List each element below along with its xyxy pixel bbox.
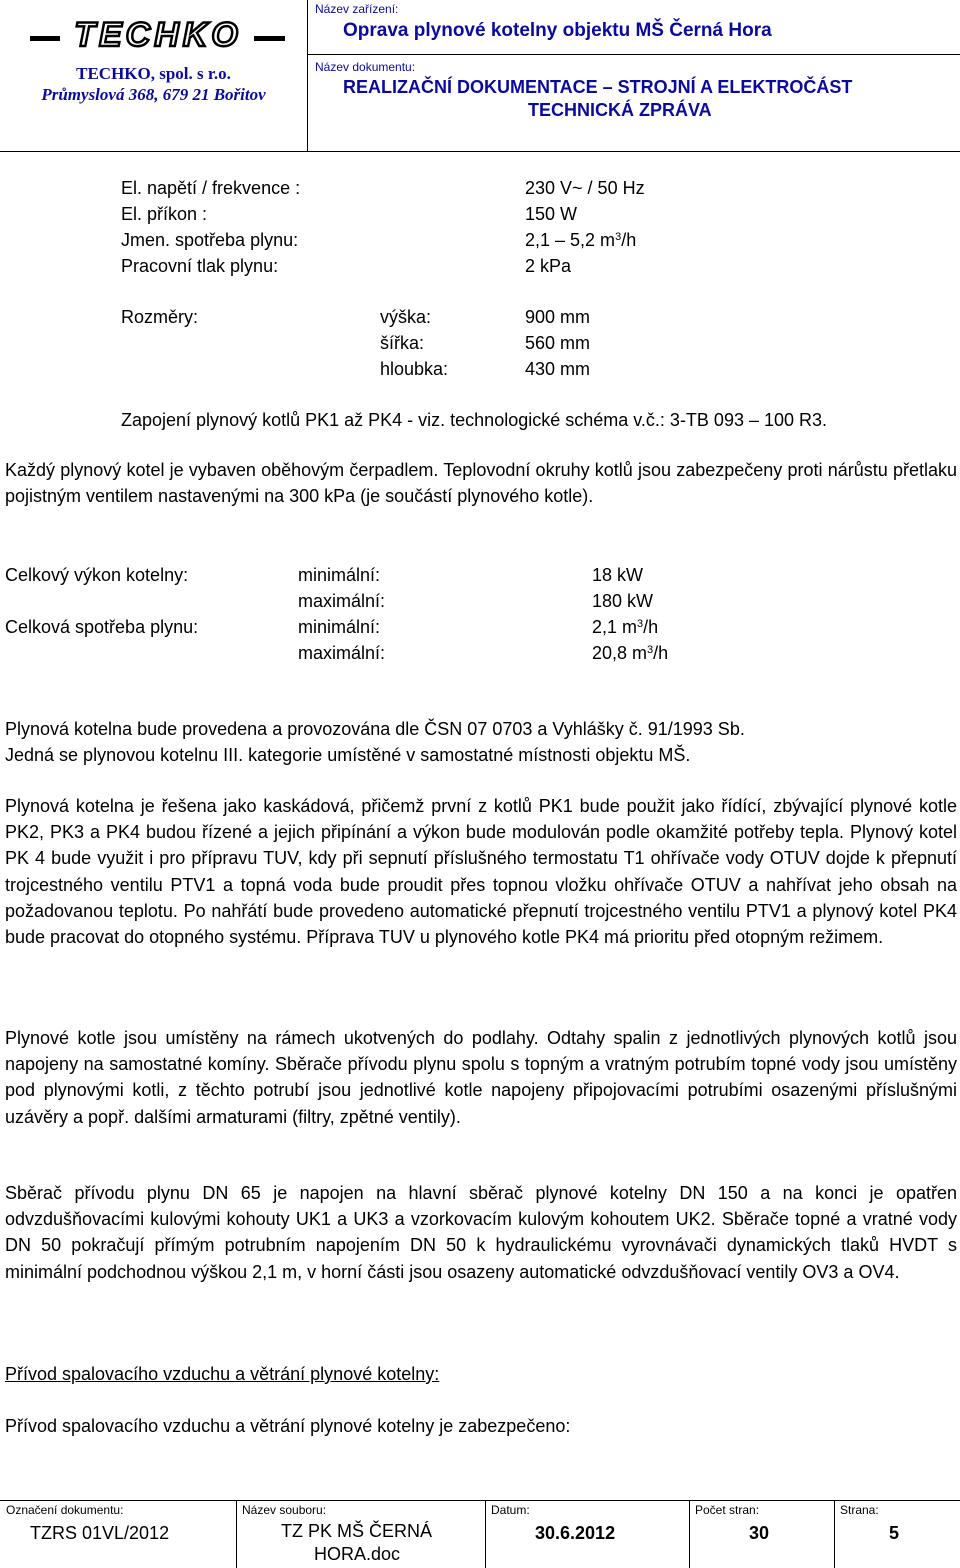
footer-pages-cell	[689, 1501, 835, 1568]
collector-paragraph: Sběrač přívodu plynu DN 65 je napojen na hlavní sběrač plynové kotelny DN 150 a na konci je opatřen odvzdušňovacími kulovými kohouty UK1 a UK3 a vzorkovacím kulovým kohoutem UK2. Sběrače topné a vratné vody DN 50 pokračují přímým potrubním napojením DN 50 k hydraulickému vyrovnávači dynamických tlaků HVDT s minimální podchodnou výškou 2,1 m, v horní části jsou osazeny automatické odvzdušňovací ventily OV3 a OV4.	[5, 1183, 957, 1282]
header-divider	[308, 54, 960, 55]
connection-note: Zapojení plynový kotlů PK1 až PK4 - viz. technologické schéma v.č.: 3-TB 093 – 100 R3.	[121, 410, 828, 430]
footer-file-value-1: TZ PK MŠ ČERNÁ	[281, 1521, 433, 1541]
facility-label: Název zařízení:	[315, 2, 399, 16]
total-consumption-label: Celková spotřeba plynu:	[5, 617, 199, 637]
document-header	[0, 0, 960, 152]
power-label: El. příkon :	[121, 204, 208, 224]
facility-value: Oprava plynové kotelny objektu MŠ Černá Hora	[343, 20, 772, 41]
pressure-value: 2 kPa	[525, 256, 572, 276]
company-block	[0, 0, 308, 151]
footer-pages-label: Počet stran:	[695, 1503, 760, 1517]
svg-text:TECHKO: TECHKO	[74, 16, 242, 52]
footer-page-cell	[834, 1501, 960, 1568]
cascade-paragraph: Plynová kotelna je řešena jako kaskádová, přičemž první z kotlů PK1 bude použit jako řídící, zbývající plynové kotle PK2, PK3 a PK4 budou řízené a jejich připínání a výkon bude modulován podle okamžité potřeby tepla. Plynový kotel PK 4 bude využit i pro přípravu TUV, kdy při sepnutí příslušného termostatu T1 ohřívače vody OTUV dojde k přepnutí trojcestného ventilu PTV1 a topná voda bude proudit přes topnou vložku ohřívače OTUV a nahřívat jeho obsah na požadovanou teplotu. Po nahřátí bude provedeno automatické přepnutí trojcestného ventilu PTV1 a plynový kotel PK4 bude pracovat do otopného systému. Příprava TUV u plynového kotle PK4 má prioritu před otopným režimem.	[5, 796, 957, 948]
company-name: TECHKO, spol. s r.o.	[76, 64, 231, 83]
footer-file-value-2: HORA.doc	[314, 1544, 401, 1564]
placement-paragraph: Plynové kotle jsou umístěny na rámech ukotvených do podlahy. Odtahy spalin z jednotlivých plynových kotlů jsou napojeny na samostatné komíny. Sběrače přívodu plynu spolu s topným a vratným potrubím topné vody jsou umístěny pod plynovými kotli, z těchto potrubí jsou jednotlivé kotle napojeny připojovacími potrubími osazenými příslušnými uzávěry a popř. dalšími armaturami (filtry, zpětné ventily).	[5, 1028, 957, 1127]
techko-logo	[30, 16, 285, 52]
voltage-value: 230 V~ / 50 Hz	[525, 178, 645, 198]
footer-file-label: Název souboru:	[242, 1503, 327, 1517]
footer-date-value: 30.6.2012	[535, 1523, 616, 1543]
width-label: šířka:	[380, 333, 425, 353]
document-value-line1: REALIZAČNÍ DOKUMENTACE – STROJNÍ A ELEKTROČÁST	[343, 77, 853, 97]
category-line-1: Plynová kotelna bude provedena a provozována dle ČSN 07 0703 a Vyhlášky č. 91/1993 Sb.	[5, 719, 745, 739]
total-output-label: Celkový výkon kotelny:	[5, 565, 189, 585]
total-output-min-label: minimální:	[298, 565, 381, 585]
footer-file-cell	[236, 1501, 486, 1568]
footer-pages-value: 30	[749, 1523, 770, 1543]
total-output-min-value: 18 kW	[592, 565, 644, 585]
total-consumption-min-label: minimální:	[298, 617, 381, 637]
total-consumption-max-label: maximální:	[298, 643, 386, 663]
footer-doc-id-value: TZRS 01VL/2012	[30, 1523, 170, 1543]
total-output-max-value: 180 kW	[592, 591, 654, 611]
footer-date-cell	[485, 1501, 690, 1568]
footer-doc-id-label: Označení dokumentu:	[6, 1503, 124, 1517]
voltage-label: El. napětí / frekvence :	[121, 178, 301, 198]
footer-doc-id-cell	[0, 1501, 237, 1568]
total-consumption-min-value: 2,1 $m^3/h$	[592, 617, 659, 637]
footer-page-value: 5	[889, 1523, 900, 1543]
document-value-line2: TECHNICKÁ ZPRÁVA	[528, 100, 712, 120]
air-supply-text: Přívod spalovacího vzduchu a větrání plynové kotelny je zabezpečeno:	[5, 1416, 571, 1436]
height-label: výška:	[380, 307, 432, 327]
width-value: 560 mm	[525, 333, 591, 353]
company-address: Průmyslová 368, 679 21 Bořitov	[41, 85, 266, 104]
pressure-label: Pracovní tlak plynu:	[121, 256, 279, 276]
footer-date-label: Datum:	[491, 1503, 530, 1517]
height-value: 900 mm	[525, 307, 591, 327]
document-label: Název dokumentu:	[315, 60, 416, 74]
total-consumption-max-value: 20,8 $m^3/h$	[592, 643, 669, 663]
depth-value: 430 mm	[525, 359, 591, 379]
air-supply-heading: Přívod spalovacího vzduchu a větrání plynové kotelny:	[5, 1364, 440, 1384]
total-output-max-label: maximální:	[298, 591, 386, 611]
pump-paragraph: Každý plynový kotel je vybaven oběhovým čerpadlem. Teplovodní okruhy kotlů jsou zabezpečeny proti nárůstu přetlaku pojistným ventilem nastavenými na 300 kPa (je součástí plynového kotle).	[5, 460, 957, 507]
footer-page-label: Strana:	[840, 1503, 879, 1517]
dimensions-label: Rozměry:	[121, 307, 199, 327]
gas-consumption-label: Jmen. spotřeba plynu:	[121, 230, 299, 250]
depth-label: hloubka:	[380, 359, 449, 379]
gas-consumption-value: 2,1 – 5,2 $m^3/h$	[525, 230, 637, 250]
category-line-2: Jedná se plynovou kotelnu III. kategorie umístěné v samostatné místnosti objektu MŠ.	[5, 745, 691, 765]
power-value: 150 W	[525, 204, 578, 224]
document-footer	[0, 1500, 960, 1568]
title-block	[308, 0, 960, 151]
